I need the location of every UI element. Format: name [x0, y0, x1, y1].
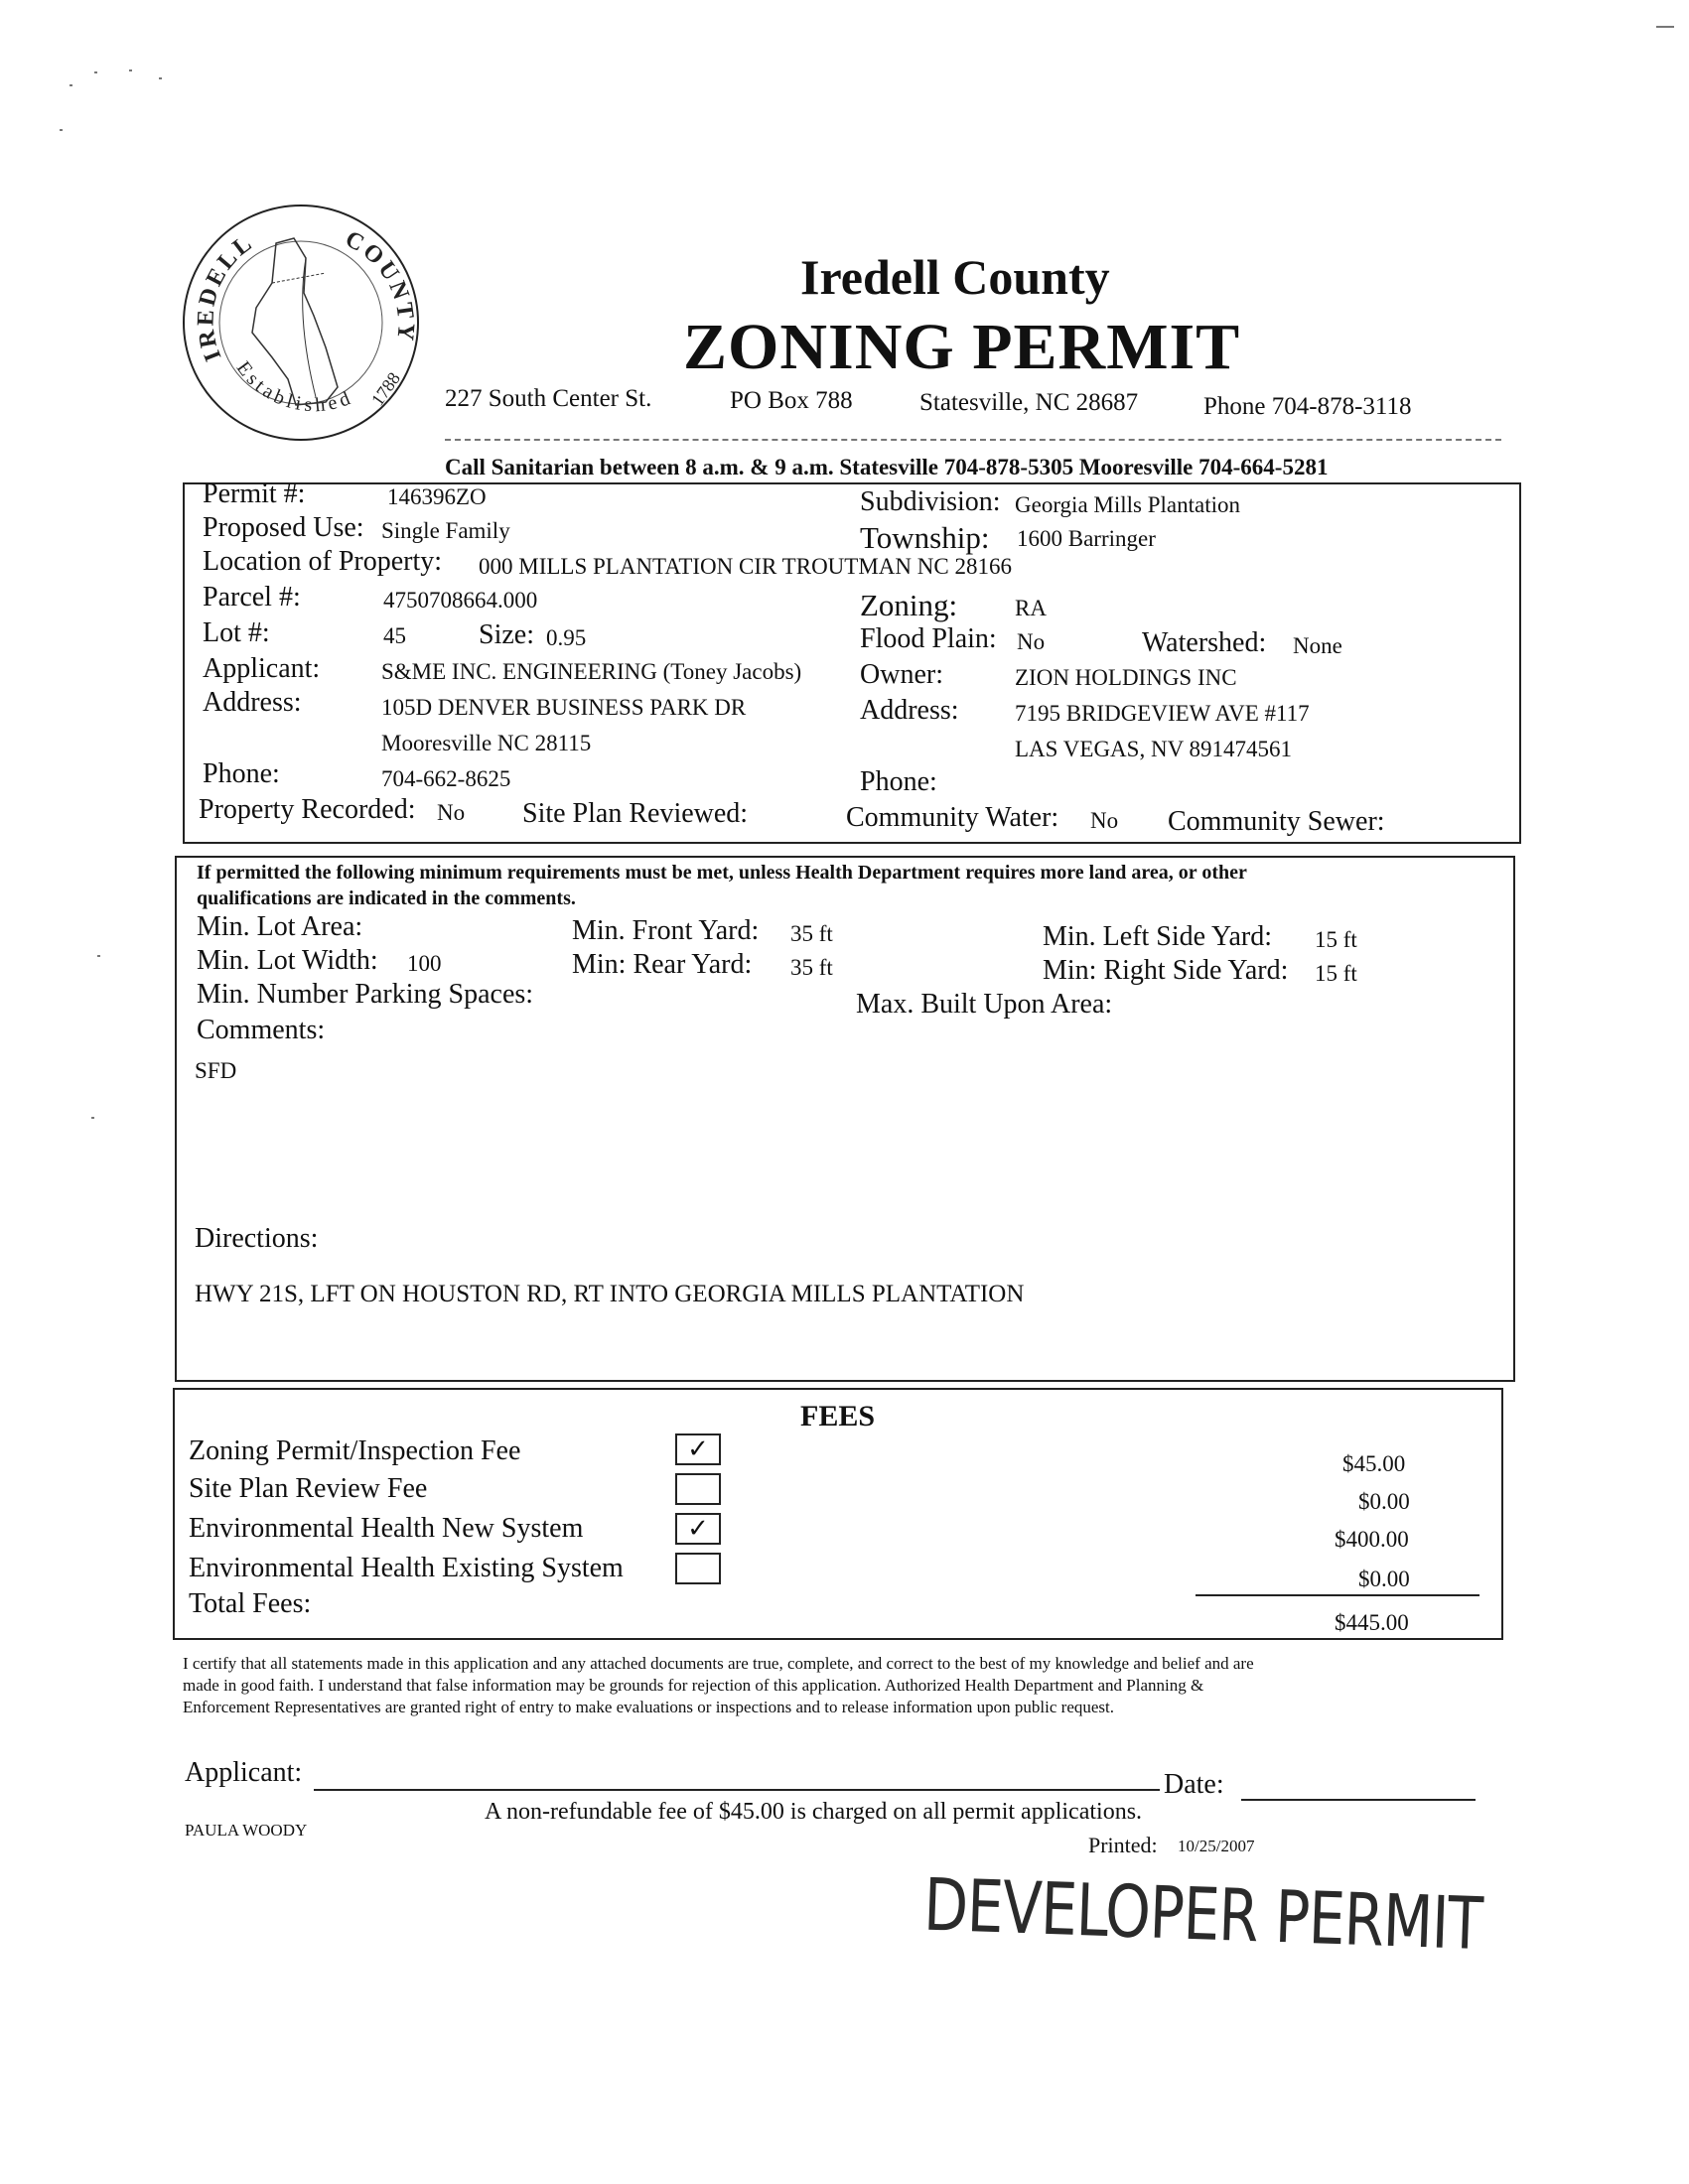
- township-value: 1600 Barringer: [1017, 526, 1156, 551]
- applicant-signature-line[interactable]: [314, 1789, 1160, 1791]
- date-label: Date:: [1164, 1769, 1224, 1800]
- scan-speck: [60, 129, 63, 131]
- zoning-label: Zoning:: [860, 588, 958, 622]
- size-value: 0.95: [546, 625, 587, 650]
- comments-label: Comments:: [197, 1015, 326, 1045]
- township-label: Township:: [860, 520, 990, 555]
- property-recorded-label: Property Recorded:: [199, 794, 416, 825]
- min-left-side-yard-value: 15 ft: [1315, 927, 1357, 952]
- min-rear-yard-value: 35 ft: [790, 955, 833, 980]
- fee-amount-env-health-existing: $0.00: [1358, 1567, 1410, 1591]
- county-seal: [177, 199, 425, 447]
- requirements-intro-line1: If permitted the following minimum requirements must be met, unless Health Department requires more land area, or other: [197, 862, 1247, 884]
- printed-label: Printed:: [1088, 1833, 1158, 1857]
- printed-date: 10/25/2007: [1178, 1837, 1255, 1855]
- min-lot-width-label: Min. Lot Width:: [197, 945, 378, 976]
- proposed-use-value: Single Family: [381, 518, 510, 543]
- community-water-label: Community Water:: [846, 802, 1059, 833]
- seal-top-text: IREDELL: [193, 228, 259, 365]
- certification-line2: made in good faith. I understand that false information may be grounds for rejection of this application. Authorized Health Department and Planning &: [183, 1676, 1204, 1695]
- applicant-address-line2: Mooresville NC 28115: [381, 731, 592, 755]
- lot-label: Lot #:: [203, 617, 270, 648]
- owner-address-line2: LAS VEGAS, NV 891474561: [1015, 737, 1293, 761]
- fee-checkbox-zoning-permit[interactable]: ✓: [675, 1433, 721, 1465]
- date-line[interactable]: [1241, 1799, 1476, 1801]
- certification-line1: I certify that all statements made in this application and any attached documents are true, complete, and correct to the best of my knowledge and belief and are: [183, 1654, 1254, 1673]
- applicant-label: Applicant:: [203, 653, 321, 684]
- min-right-side-yard-label: Min: Right Side Yard:: [1043, 955, 1289, 986]
- fee-checkbox-env-health-existing[interactable]: [675, 1553, 721, 1584]
- fees-total-rule: [1196, 1594, 1479, 1596]
- developer-permit-stamp: DEVELOPER PERMIT: [922, 1862, 1484, 1967]
- zoning-value: RA: [1015, 596, 1047, 620]
- owner-label: Owner:: [860, 659, 943, 690]
- flood-plain-label: Flood Plain:: [860, 623, 997, 654]
- min-right-side-yard-value: 15 ft: [1315, 961, 1357, 986]
- location-label: Location of Property:: [203, 546, 443, 577]
- seal-bottom-text: Established: [231, 357, 357, 417]
- certification-line3: Enforcement Representatives are granted right of entry to make evaluations or inspections and to release information upon public request.: [183, 1698, 1114, 1716]
- min-lot-area-label: Min. Lot Area:: [197, 911, 363, 942]
- fee-label-env-health-existing: Environmental Health Existing System: [189, 1553, 624, 1583]
- fee-checkbox-site-plan[interactable]: [675, 1473, 721, 1505]
- community-water-value: No: [1090, 808, 1119, 833]
- owner-value: ZION HOLDINGS INC: [1015, 665, 1237, 690]
- size-label: Size:: [479, 619, 534, 650]
- page-title: ZONING PERMIT: [683, 311, 1241, 383]
- comments-value: SFD: [195, 1058, 237, 1083]
- lot-value: 45: [383, 623, 406, 648]
- directions-value: HWY 21S, LFT ON HOUSTON RD, RT INTO GEORGIA MILLS PLANTATION: [195, 1281, 1025, 1307]
- min-front-yard-value: 35 ft: [790, 921, 833, 946]
- scan-speck: [129, 69, 132, 71]
- subdivision-label: Subdivision:: [860, 486, 1001, 517]
- applicant-address-label: Address:: [203, 687, 302, 718]
- min-front-yard-label: Min. Front Yard:: [572, 915, 760, 946]
- scan-speck: [1656, 26, 1674, 28]
- header-po-box: PO Box 788: [730, 387, 853, 414]
- sanitarian-note: Call Sanitarian between 8 a.m. & 9 a.m. Statesville 704-878-5305 Mooresville 704-664-5281: [445, 455, 1329, 479]
- total-fees-label: Total Fees:: [189, 1588, 312, 1619]
- location-value: 000 MILLS PLANTATION CIR TROUTMAN NC 28166: [479, 554, 1012, 579]
- seal-right-text: COUNTY: [341, 225, 419, 344]
- fee-label-zoning-permit: Zoning Permit/Inspection Fee: [189, 1435, 521, 1466]
- county-name: Iredell County: [800, 249, 1110, 305]
- scan-speck: [94, 71, 97, 73]
- owner-phone-label: Phone:: [860, 766, 937, 797]
- subdivision-value: Georgia Mills Plantation: [1015, 492, 1241, 517]
- min-left-side-yard-label: Min. Left Side Yard:: [1043, 921, 1272, 952]
- applicant-phone-value: 704-662-8625: [381, 766, 511, 791]
- fee-amount-zoning-permit: $45.00: [1342, 1451, 1406, 1476]
- scan-speck: [70, 84, 72, 86]
- fee-note: A non-refundable fee of $45.00 is charged on all permit applications.: [485, 1799, 1143, 1825]
- parcel-label: Parcel #:: [203, 582, 301, 613]
- fee-amount-env-health-new: $400.00: [1335, 1527, 1409, 1552]
- svg-text:COUNTY: [341, 226, 418, 344]
- header-phone: Phone 704-878-3118: [1203, 393, 1412, 420]
- community-sewer-label: Community Sewer:: [1168, 806, 1385, 837]
- max-built-upon-area-label: Max. Built Upon Area:: [856, 989, 1113, 1020]
- min-parking-spaces-label: Min. Number Parking Spaces:: [197, 979, 534, 1010]
- clerk-name: PAULA WOODY: [185, 1821, 308, 1840]
- fee-checkbox-env-health-new[interactable]: ✓: [675, 1513, 721, 1545]
- property-recorded-value: No: [437, 800, 466, 825]
- owner-address-label: Address:: [860, 695, 959, 726]
- header-rule: [445, 439, 1501, 441]
- header-city: Statesville, NC 28687: [919, 389, 1139, 416]
- scan-speck: [159, 77, 162, 79]
- flood-plain-value: No: [1017, 629, 1046, 654]
- watershed-label: Watershed:: [1142, 627, 1267, 658]
- applicant-phone-label: Phone:: [203, 758, 280, 789]
- min-rear-yard-label: Min: Rear Yard:: [572, 949, 753, 980]
- permit-number: 146396ZO: [387, 484, 487, 509]
- applicant-signature-label: Applicant:: [185, 1757, 303, 1788]
- fees-title: FEES: [800, 1400, 876, 1433]
- permit-number-label: Permit #:: [203, 478, 306, 509]
- scan-speck: [97, 955, 100, 957]
- applicant-address-line1: 105D DENVER BUSINESS PARK DR: [381, 695, 747, 720]
- seal-year: 1788: [366, 368, 404, 410]
- fee-amount-site-plan: $0.00: [1358, 1489, 1410, 1514]
- min-lot-width-value: 100: [407, 951, 442, 976]
- owner-address-line1: 7195 BRIDGEVIEW AVE #117: [1015, 701, 1310, 726]
- watershed-value: None: [1293, 633, 1342, 658]
- fee-label-site-plan: Site Plan Review Fee: [189, 1473, 428, 1504]
- proposed-use-label: Proposed Use:: [203, 512, 364, 543]
- total-fees-amount: $445.00: [1335, 1610, 1409, 1635]
- requirements-intro-line2: qualifications are indicated in the comments.: [197, 887, 576, 909]
- svg-text:IREDELL: [193, 229, 258, 365]
- header-street: 227 South Center St.: [445, 385, 652, 412]
- directions-label: Directions:: [195, 1223, 319, 1254]
- applicant-value: S&ME INC. ENGINEERING (Toney Jacobs): [381, 659, 802, 684]
- fee-label-env-health-new: Environmental Health New System: [189, 1513, 584, 1544]
- scan-speck: [91, 1117, 94, 1119]
- site-plan-reviewed-label: Site Plan Reviewed:: [522, 798, 749, 829]
- parcel-value: 4750708664.000: [383, 588, 538, 613]
